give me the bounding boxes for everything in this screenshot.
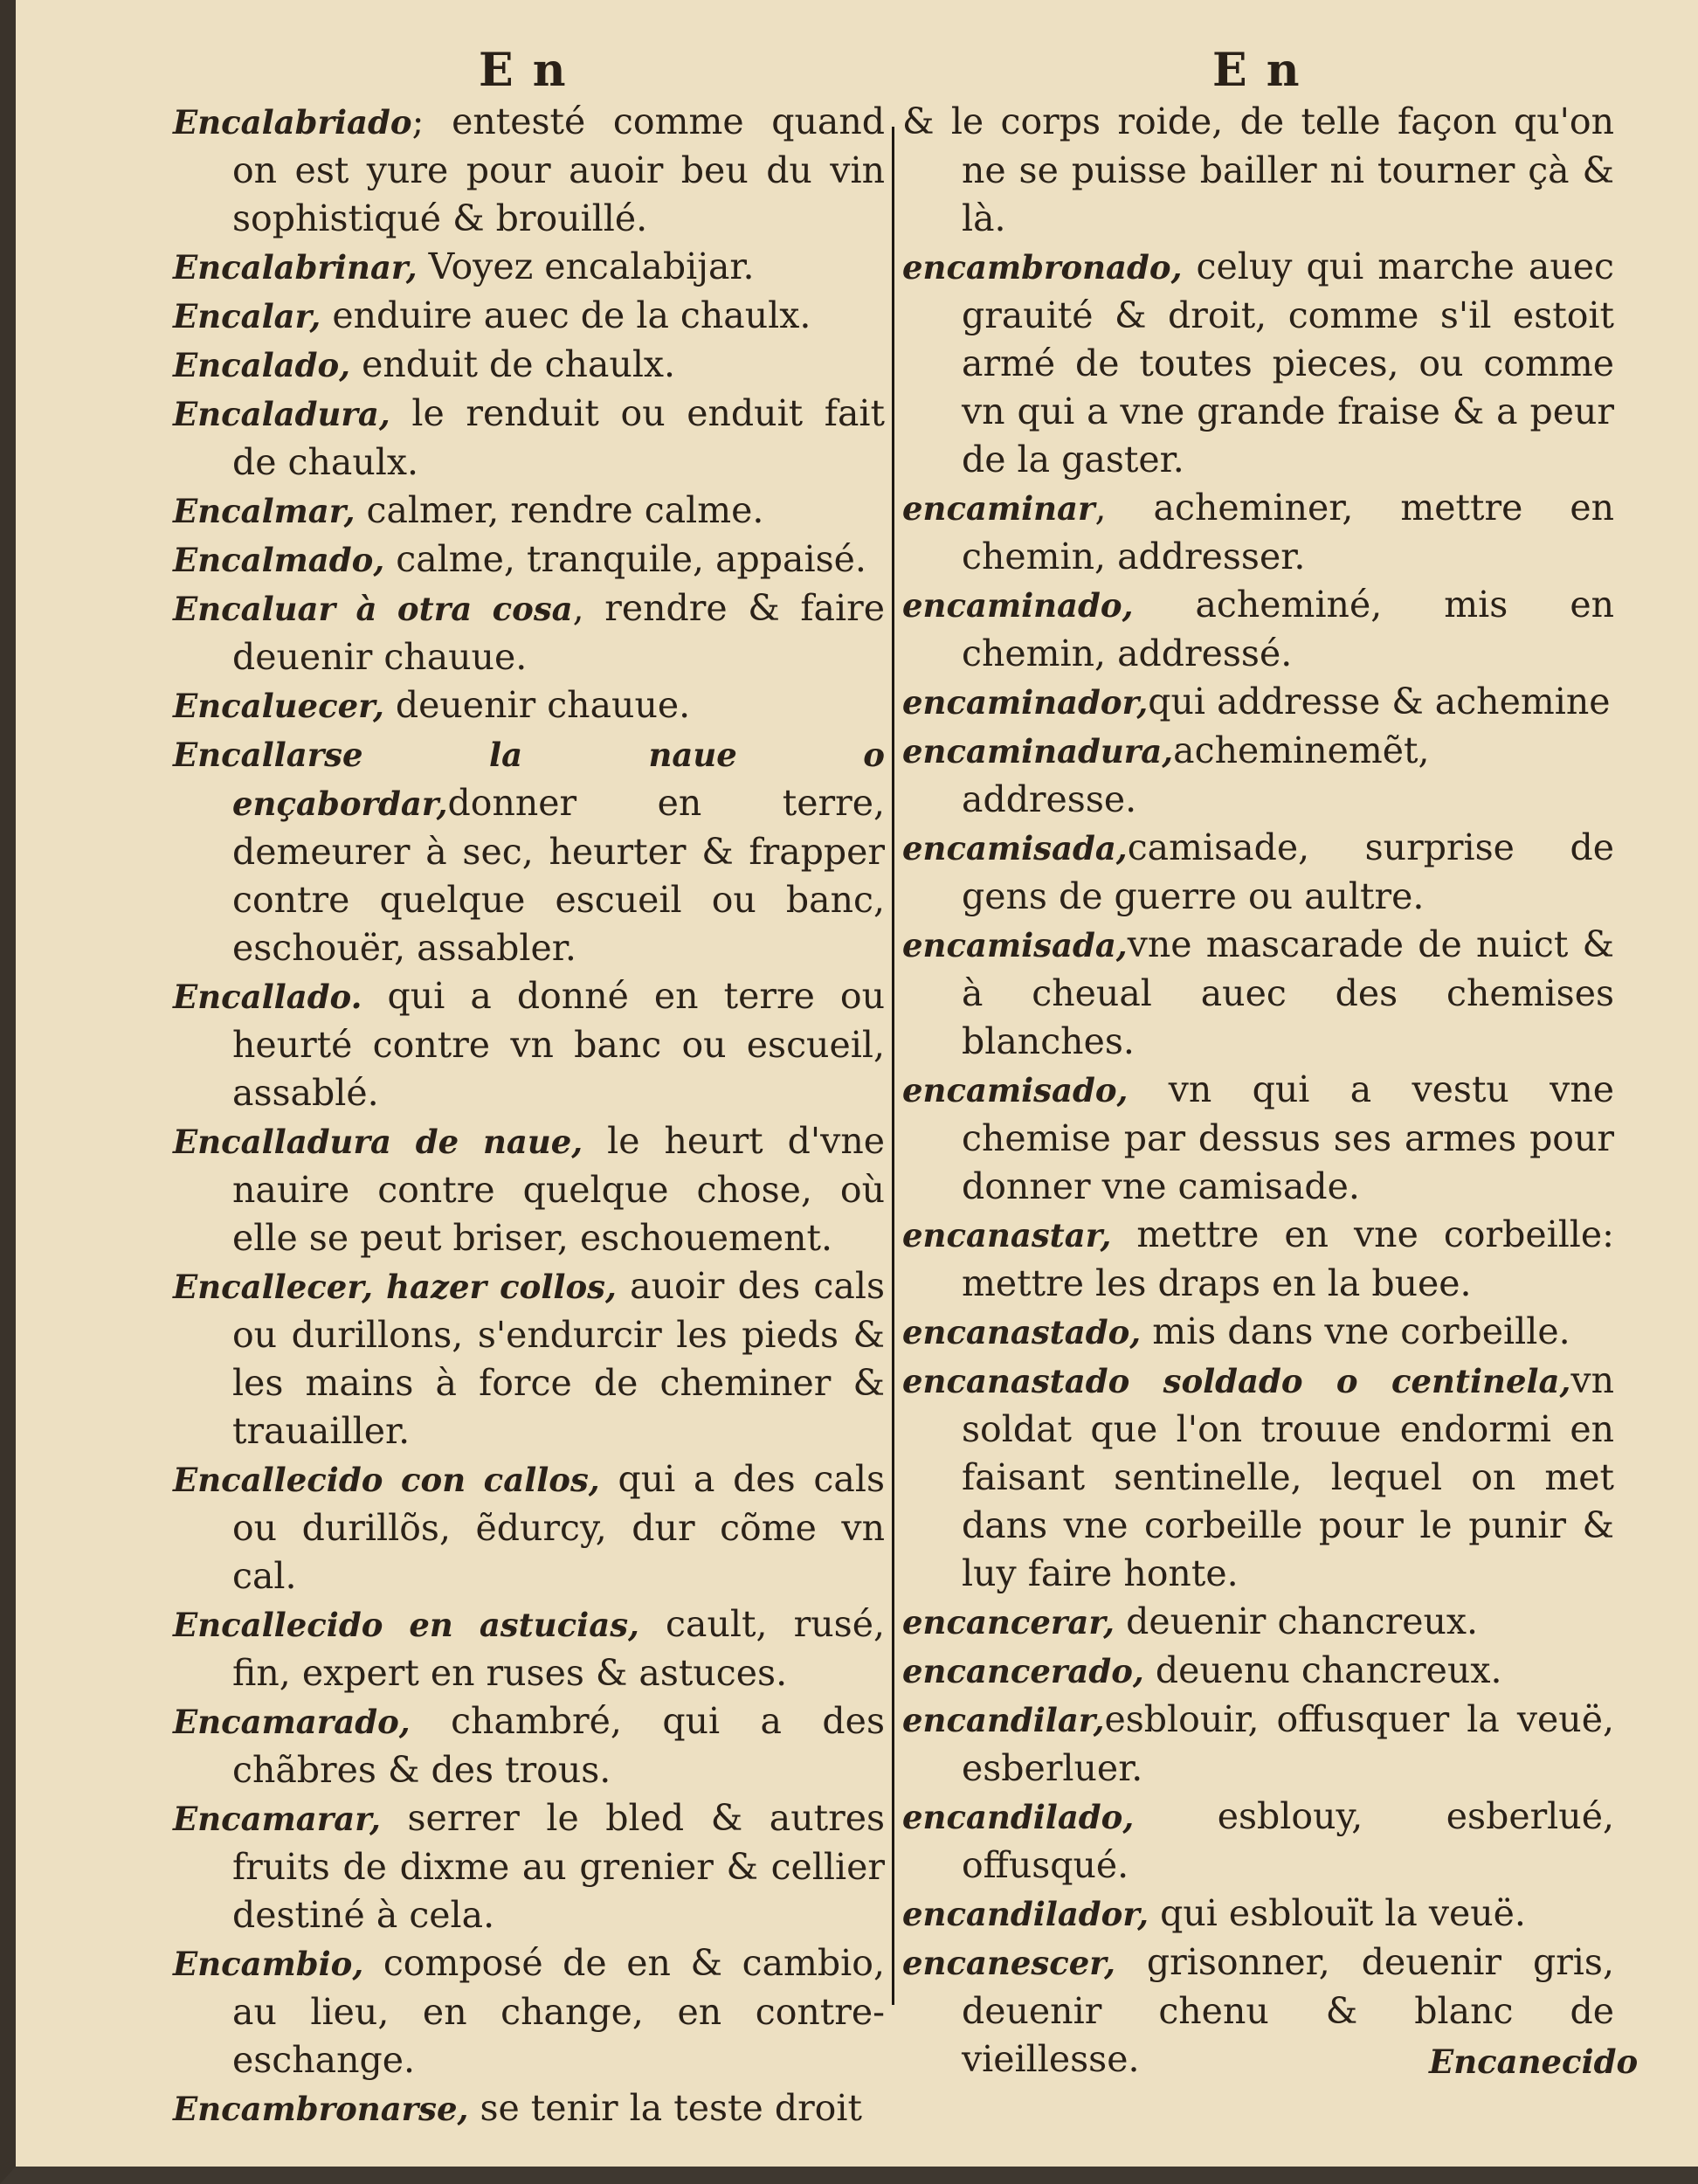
dictionary-entry [902,1211,1614,1308]
entry-headword: encandilar, [902,1701,1105,1739]
entry-definition: donner en terre, demeurer à sec, heurter & frapper contre quelque escueil ou banc, eschouër, assabler. [232,782,885,969]
entry-headword: Encambio, [173,1945,364,1983]
entry-headword: Encambronarse, [173,2090,469,2128]
dictionary-entry [173,390,885,487]
dictionary-entry [173,2084,885,2133]
dictionary-entry [173,98,885,243]
entry-definition: qui a des cals ou durillõs, ẽdurcy, dur cõme vn cal. [232,1458,885,1597]
entry-definition: esblouir, offusquer la veuë, esberluer. [962,1698,1614,1789]
entry-definition: celuy qui marche auec grauité & droit, comme s'il estoit armé de toutes pieces, ou comme vn qui a vne grande fraise & a peur de la gaster. [962,245,1614,480]
entry-headword: encaminado, [902,586,1134,625]
entry-headword: encanastado, [902,1313,1142,1351]
dictionary-entry [173,292,885,341]
dictionary-entry [902,581,1614,678]
entry-headword: encanastar, [902,1216,1112,1254]
entry-definition: grisonner, deuenir gris, deuenir chenu & blanc de vieillesse. [962,1941,1614,2080]
entry-headword: Encalabriado [173,103,412,142]
entry-definition: esblouy, esberlué, offusqué. [962,1795,1614,1886]
entry-headword: Encaladura, [173,395,390,433]
dictionary-entry [173,1697,885,1794]
dictionary-entry [173,681,885,730]
entry-definition: vn soldat que l'on trouue endormi en faisant sentinelle, lequel on met dans vne corbeille pour le punir & luy faire honte. [962,1359,1614,1594]
entry-headword: Encalado, [173,346,351,384]
entry-definition: composé de en & cambio, au lieu, en change, en contre-eschange. [232,1942,885,2081]
entry-headword: Encallado. [173,978,362,1016]
dictionary-entry [173,1939,885,2084]
entry-headword: Encallarse la naue o ençabordar, [173,736,885,823]
entry-headword: encamisada, [902,829,1128,867]
left-column [173,98,885,2133]
entry-headword: Encalar, [173,297,321,335]
entry-definition: calmer, rendre calme. [355,489,764,531]
entry-headword: encandilado, [902,1798,1135,1836]
entry-headword: Encaluar à otra cosa [173,590,573,628]
dictionary-entry [173,730,885,972]
dictionary-entry [173,1455,885,1600]
dictionary-entry [173,487,885,536]
dictionary-entry [902,243,1614,484]
entry-definition: vn qui a vestu vne chemise par dessus ses armes pour donner vne camisade. [962,1068,1614,1207]
dictionary-entry [173,1600,885,1697]
dictionary-entry [902,1647,1614,1696]
entry-definition: , rendre & faire deuenir chauue. [232,587,885,678]
entry-headword: encamisado, [902,1071,1129,1109]
entry-definition: qui addresse & achemine [1148,681,1611,722]
entry-definition: deuenu chancreux. [1143,1649,1502,1691]
entry-definition: camisade, surprise de gens de guerre ou aultre. [962,826,1614,917]
entry-definition: acheminemẽt, addresse. [962,729,1430,820]
entry-definition: se tenir la teste droit [468,2087,862,2129]
dictionary-entry [902,1598,1614,1647]
entry-headword: encandilador, [902,1895,1149,1933]
entry-headword: Encallecido en astucias, [173,1606,639,1644]
dictionary-entry [902,1066,1614,1211]
dictionary-entry [173,584,885,681]
entry-headword: encancerado, [902,1652,1144,1690]
dictionary-entry [902,727,1614,824]
catchword: Encanecido [1429,2042,1639,2081]
entry-headword: Encalladura de naue, [173,1123,583,1161]
entry-headword: Encallecido con callos, [173,1461,600,1499]
dictionary-entry [173,1262,885,1455]
dictionary-entry [902,98,1614,243]
entry-definition: deuenir chauue. [383,684,691,726]
entry-definition: ; entesté comme quand on est yure pour auoir beu du vin sophistiqué & brouillé. [232,100,885,239]
entry-headword: Encamarar, [173,1800,381,1838]
entry-headword: Encalabrinar, [173,248,418,287]
entry-definition: enduire auec de la chaulx. [321,294,811,336]
entry-definition: cault, rusé, fin, expert en ruses & astuces. [232,1603,885,1694]
entry-definition: chambré, qui a des chãbres & des trous. [232,1700,885,1791]
entry-headword: encancerar, [902,1603,1115,1641]
entry-headword: encaminar [902,489,1095,528]
entry-headword: Encalmado, [173,541,385,579]
entry-definition: vne mascarade de nuict & à cheual auec des chemises blanches. [962,923,1614,1062]
running-head-left: E n [479,44,568,97]
entry-definition: le heurt d'vne nauire contre quelque chose, où elle se peut briser, eschouement. [232,1120,885,1259]
entry-definition: acheminé, mis en chemin, addressé. [962,584,1614,674]
dictionary-entry [173,1117,885,1262]
dictionary-entry [173,972,885,1117]
entry-definition: Voyez encalabijar. [417,245,755,287]
entry-definition: enduit de chaulx. [350,343,676,385]
entry-headword: encaminadura, [902,732,1174,771]
column-divider [892,127,894,2005]
dictionary-entry [173,243,885,292]
dictionary-entry [902,1308,1614,1357]
entry-headword: Encaluecer, [173,687,384,725]
entry-headword: Encamarado, [173,1703,411,1741]
dictionary-entry [902,1357,1614,1598]
running-head-right: E n [1212,44,1301,97]
entry-definition: qui a donné en terre ou heurté contre vn banc ou escueil, assablé. [232,975,885,1114]
entry-headword: encamisada, [902,926,1128,964]
entry-headword: encambronado, [902,248,1183,287]
entry-definition: , acheminer, mettre en chemin, addresser. [962,487,1614,577]
dictionary-entry [902,1793,1614,1890]
dictionary-entry [902,921,1614,1066]
dictionary-entry [173,341,885,390]
entry-definition: mis dans vne corbeille. [1141,1310,1570,1352]
entry-definition: calme, tranquile, appaisé. [384,538,866,580]
right-column [902,98,1614,2084]
entry-definition: serrer le bled & autres fruits de dixme au grenier & cellier destiné à cela. [232,1797,885,1936]
entry-definition: le renduit ou enduit fait de chaulx. [232,392,885,483]
entry-headword: encanastado soldado o centinela, [902,1362,1571,1400]
dictionary-entry [173,1794,885,1939]
entry-definition: auoir des cals ou durillons, s'endurcir les pieds & les mains à force de cheminer & trauailler. [232,1265,885,1452]
dictionary-entry [902,678,1614,727]
dictionary-entry [902,484,1614,581]
entry-headword: encanescer, [902,1944,1115,1982]
dictionary-entry [902,824,1614,921]
entry-headword: Encalmar, [173,492,355,530]
dictionary-entry [173,536,885,584]
entry-definition: qui esblouït la veuë. [1149,1892,1526,1934]
entry-headword: Encallecer, hazer collos, [173,1268,617,1306]
entry-definition: mettre en vne corbeille: mettre les draps en la buee. [962,1213,1614,1304]
entry-definition: deuenir chancreux. [1115,1600,1479,1642]
dictionary-entry [902,1890,1614,1939]
entry-definition: & le corps roide, de telle façon qu'on ne se puisse bailler ni tourner çà & là. [902,100,1614,239]
dictionary-entry [902,1696,1614,1793]
entry-headword: encaminador, [902,683,1149,722]
